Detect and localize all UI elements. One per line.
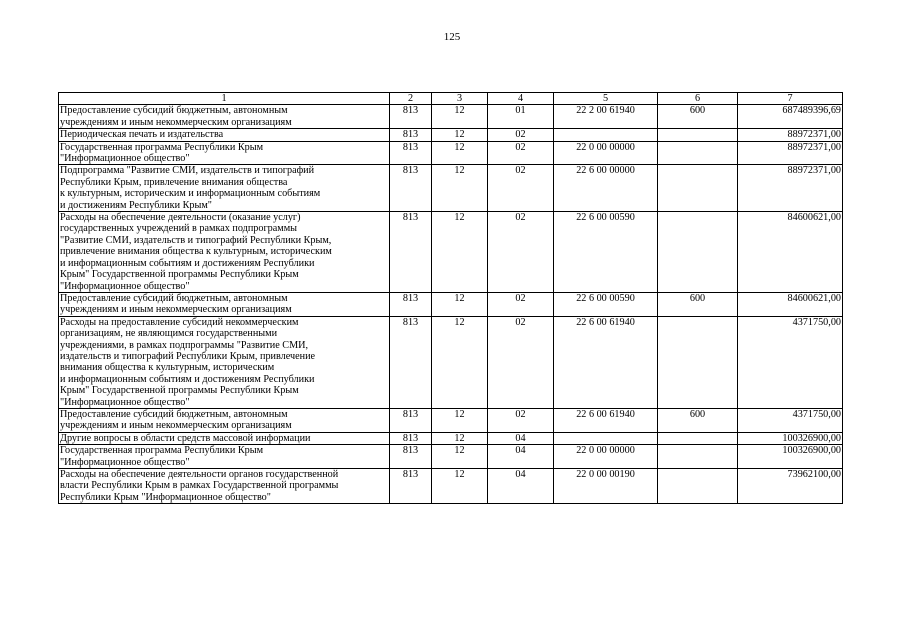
row-razdel: 12 — [432, 445, 488, 469]
row-name: Подпрограмма "Развитие СМИ, издательств и типографий Республики Крым, привлечение внимания общества к культурным, историческим и информационным событиям и достижениям Республики Крым" — [59, 165, 390, 212]
row-name: Предоставление субсидий бюджетным, автономным учреждениям и иным некоммерческим организациям — [59, 408, 390, 432]
table-row — [59, 105, 843, 129]
row-ved: 813 — [390, 469, 432, 504]
row-ved: 813 — [390, 316, 432, 408]
budget-table — [58, 92, 843, 504]
row-csr: 22 6 00 61940 — [554, 316, 658, 408]
row-vr — [658, 129, 738, 141]
row-razdel: 12 — [432, 212, 488, 293]
row-amount: 100326900,00 — [738, 445, 843, 469]
row-amount: 84600621,00 — [738, 292, 843, 316]
row-amount: 100326900,00 — [738, 432, 843, 444]
row-razdel: 12 — [432, 292, 488, 316]
row-name: Другие вопросы в области средств массовой информации — [59, 432, 390, 444]
row-amount: 687489396,69 — [738, 105, 843, 129]
row-name: Расходы на обеспечение деятельности (оказание услуг) государственных учреждений в рамках подпрограммы "Развитие СМИ, издательств и типографий Республики Крым, привлечение внимания общества к культурным, историческим и информационным событиям и достижениям Республики Крым" Государственной программы Республики Крым "Информационное общество" — [59, 212, 390, 293]
table-row — [59, 432, 843, 444]
table-row — [59, 445, 843, 469]
table-row — [59, 408, 843, 432]
row-ved: 813 — [390, 105, 432, 129]
row-name: Предоставление субсидий бюджетным, автономным учреждениям и иным некоммерческим организациям — [59, 292, 390, 316]
row-ved: 813 — [390, 292, 432, 316]
row-vr — [658, 469, 738, 504]
row-podrazdel: 04 — [488, 469, 554, 504]
row-podrazdel: 02 — [488, 141, 554, 165]
column-header: 4 — [488, 93, 554, 105]
row-vr — [658, 165, 738, 212]
row-csr — [554, 129, 658, 141]
row-razdel: 12 — [432, 469, 488, 504]
row-podrazdel: 04 — [488, 445, 554, 469]
row-podrazdel: 02 — [488, 316, 554, 408]
row-csr: 22 0 00 00000 — [554, 445, 658, 469]
row-ved: 813 — [390, 432, 432, 444]
table-row — [59, 129, 843, 141]
row-podrazdel: 01 — [488, 105, 554, 129]
column-header: 6 — [658, 93, 738, 105]
row-name: Расходы на предоставление субсидий некоммерческим организациям, не являющимся государственными учреждениями, в рамках подпрограммы "Развитие СМИ, издательств и типографий Республики Крым, привлечение внимания общества к культурным, историческим и информационным событиям и достижениям Республики Крым" Государственной программы Республики Крым "Информационное общество" — [59, 316, 390, 408]
row-podrazdel: 02 — [488, 129, 554, 141]
row-ved: 813 — [390, 165, 432, 212]
header-row — [59, 93, 843, 105]
page-number: 125 — [443, 31, 461, 43]
row-ved: 813 — [390, 129, 432, 141]
row-amount: 88972371,00 — [738, 129, 843, 141]
row-vr: 600 — [658, 105, 738, 129]
row-name: Предоставление субсидий бюджетным, автономным учреждениям и иным некоммерческим организациям — [59, 105, 390, 129]
row-amount: 4371750,00 — [738, 408, 843, 432]
table-row — [59, 212, 843, 293]
row-name: Государственная программа Республики Крым "Информационное общество" — [59, 141, 390, 165]
row-csr: 22 0 00 00190 — [554, 469, 658, 504]
table-row — [59, 141, 843, 165]
row-csr: 22 6 00 00590 — [554, 292, 658, 316]
row-razdel: 12 — [432, 105, 488, 129]
row-ved: 813 — [390, 141, 432, 165]
row-name: Расходы на обеспечение деятельности органов государственной власти Республики Крым в рамках Государственной программы Республики Крым "Информационное общество" — [59, 469, 390, 504]
row-ved: 813 — [390, 212, 432, 293]
table-row — [59, 469, 843, 504]
row-amount: 88972371,00 — [738, 141, 843, 165]
row-vr — [658, 212, 738, 293]
row-name: Периодическая печать и издательства — [59, 129, 390, 141]
row-amount: 4371750,00 — [738, 316, 843, 408]
row-amount: 88972371,00 — [738, 165, 843, 212]
row-podrazdel: 02 — [488, 212, 554, 293]
row-razdel: 12 — [432, 432, 488, 444]
row-razdel: 12 — [432, 408, 488, 432]
row-vr: 600 — [658, 292, 738, 316]
row-name: Государственная программа Республики Крым "Информационное общество" — [59, 445, 390, 469]
column-header: 5 — [554, 93, 658, 105]
row-amount: 73962100,00 — [738, 469, 843, 504]
row-vr — [658, 316, 738, 408]
row-podrazdel: 02 — [488, 165, 554, 212]
row-razdel: 12 — [432, 165, 488, 212]
row-csr: 22 0 00 00000 — [554, 141, 658, 165]
row-razdel: 12 — [432, 316, 488, 408]
row-vr — [658, 141, 738, 165]
column-header: 1 — [59, 93, 390, 105]
row-ved: 813 — [390, 408, 432, 432]
row-razdel: 12 — [432, 141, 488, 165]
table-row — [59, 165, 843, 212]
table-row — [59, 316, 843, 408]
table-row — [59, 292, 843, 316]
row-csr: 22 6 00 00590 — [554, 212, 658, 293]
row-vr — [658, 445, 738, 469]
row-ved: 813 — [390, 445, 432, 469]
row-csr: 22 2 00 61940 — [554, 105, 658, 129]
row-vr: 600 — [658, 408, 738, 432]
column-header: 2 — [390, 93, 432, 105]
row-razdel: 12 — [432, 129, 488, 141]
row-csr — [554, 432, 658, 444]
row-csr: 22 6 00 00000 — [554, 165, 658, 212]
column-header: 3 — [432, 93, 488, 105]
row-podrazdel: 02 — [488, 408, 554, 432]
column-header: 7 — [738, 93, 843, 105]
row-podrazdel: 04 — [488, 432, 554, 444]
row-amount: 84600621,00 — [738, 212, 843, 293]
row-podrazdel: 02 — [488, 292, 554, 316]
row-vr — [658, 432, 738, 444]
row-csr: 22 6 00 61940 — [554, 408, 658, 432]
